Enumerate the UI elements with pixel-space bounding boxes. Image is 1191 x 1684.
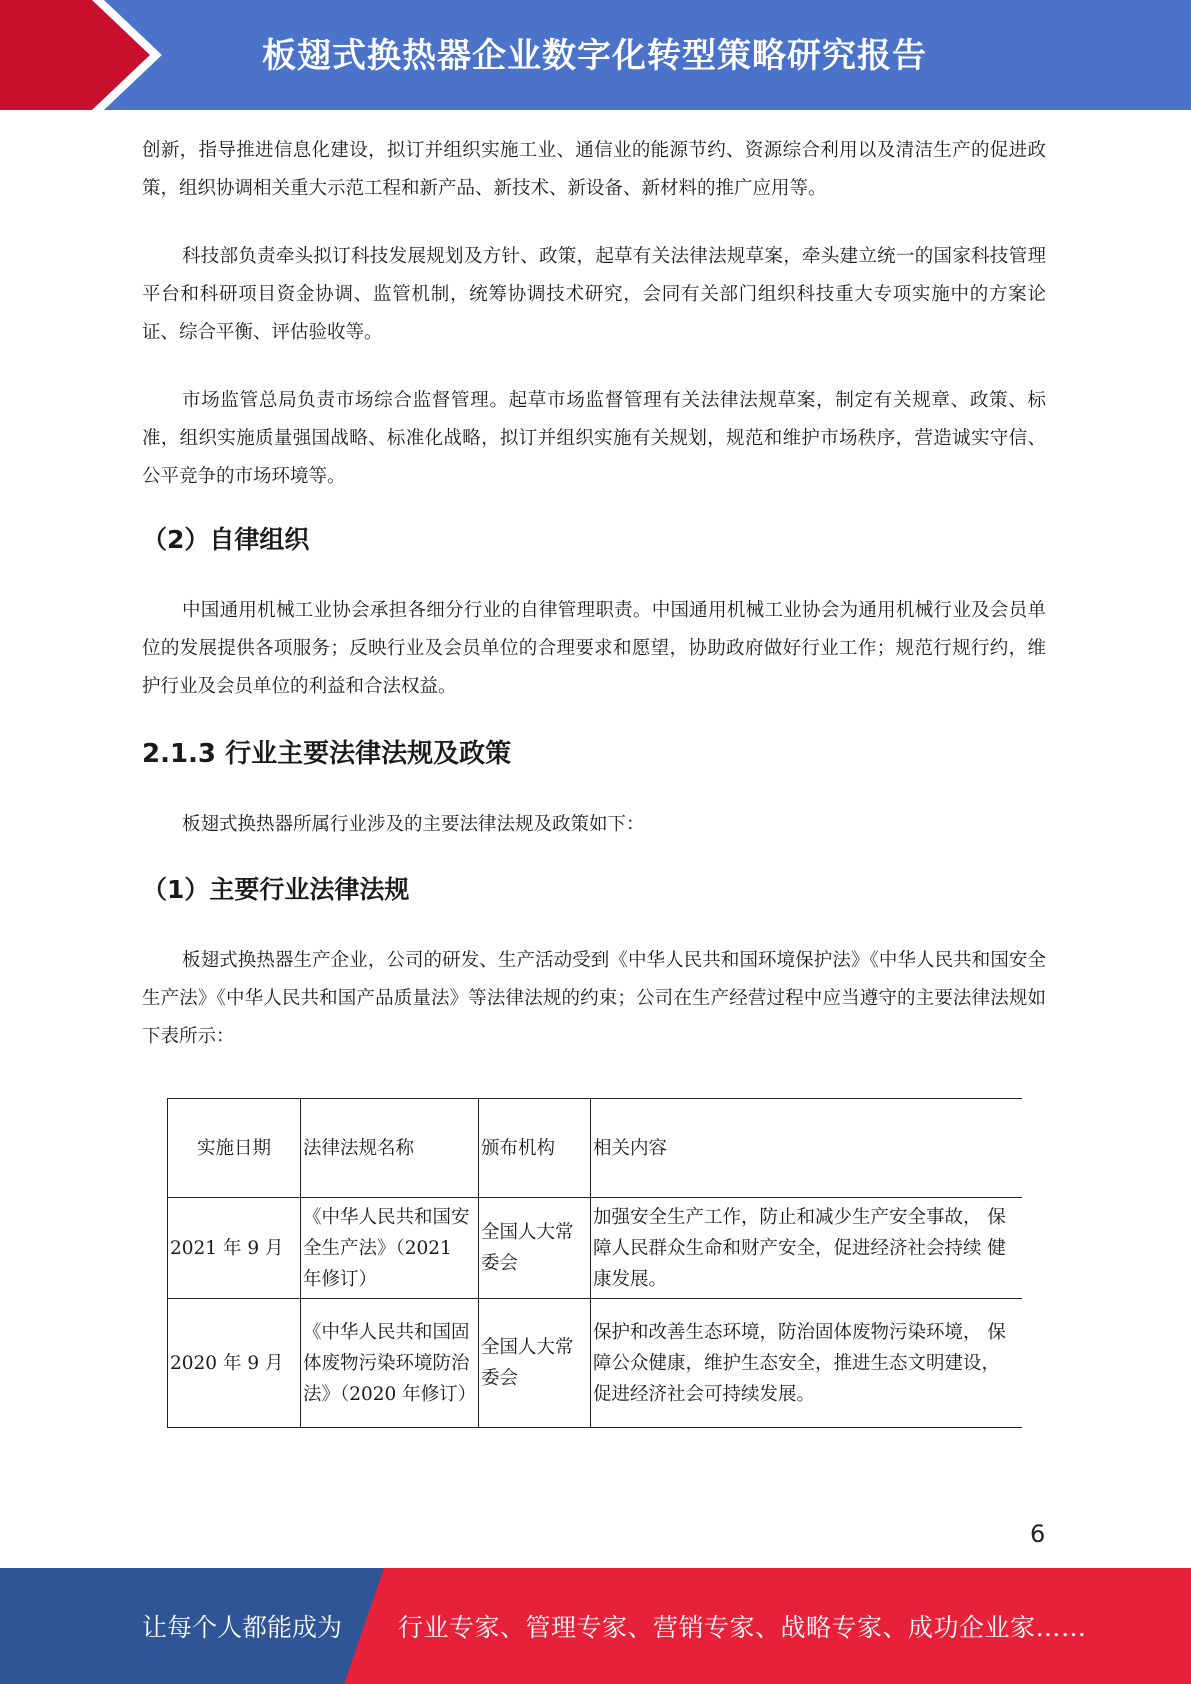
table-header-cell: 实施日期 [168,1099,301,1198]
footer-slogan-right: 行业专家、管理专家、营销专家、战略专家、成功企业家…… [398,1613,1087,1642]
table-cell-issuer: 全国人大常委会 [479,1299,591,1428]
report-header [0,0,1191,110]
heading-main-laws: （1）主要行业法律法规 [142,875,410,904]
table-header-cell: 颁布机构 [479,1099,591,1198]
table-header-row [168,1099,1023,1198]
table-cell-date: 2021 年 9 月 [168,1198,301,1299]
table-header-cell: 法律法规名称 [301,1099,479,1198]
paragraph-samr: 市场监管总局负责市场综合监督管理。起草市场监督管理有关法律法规草案，制定有关规章、政策、标准，组织实施质量强国战略、标准化战略，拟订并组织实施有关规划，规范和维护市场秩序，营造诚实守信、公平竞争的市场环境等。 [142,390,1046,487]
page-number: 6 [1030,1520,1046,1548]
heading-self-regulation: （2）自律组织 [142,525,310,554]
report-title: 板翅式换热器企业数字化转型策略研究报告 [262,36,927,76]
table-row [168,1198,1023,1299]
page-body [142,132,1046,1056]
paragraph-association: 中国通用机械工业协会承担各细分行业的自律管理职责。中国通用机械工业协会为通用机械行业及会员单位的发展提供各项服务；反映行业及会员单位的合理要求和愿望，协助政府做好行业工作；规范行规行约，维护行业及会员单位的利益和合法权益。 [142,600,1046,697]
table-cell-name: 《中华人民共和国安全生产法》（2021 年修订） [301,1198,479,1299]
paragraph-laws-constraints: 板翅式换热器生产企业，公司的研发、生产活动受到《中华人民共和国环境保护法》《中华人民共和国安全生产法》《中华人民共和国产品质量法》等法律法规的约束；公司在生产经营过程中应当遵守的主要法律法规如下表所示： [142,950,1046,1047]
heading-section-2-1-3: 2.1.3 行业主要法律法规及政策 [142,739,512,769]
table-cell-content: 加强安全生产工作，防止和减少生产安全事故， 保障人民群众生命和财产安全，促进经济社会持续 健康发展。 [591,1198,1023,1299]
footer-slogan-left: 让每个人都能成为 [142,1613,343,1642]
table-header-cell: 相关内容 [591,1099,1023,1198]
paragraph-intro-laws: 板翅式换热器所属行业涉及的主要法律法规及政策如下： [182,814,645,835]
laws-table [167,1098,1022,1438]
table-cell-date: 2020 年 9 月 [168,1299,301,1428]
paragraph-miit: 创新，指导推进信息化建设，拟订并组织实施工业、通信业的能源节约、资源综合利用以及清洁生产的促进政策，组织协调相关重大示范工程和新产品、新技术、新设备、新材料的推广应用等。 [142,140,1046,199]
table-cell-name: 《中华人民共和国固体废物污染环境防治法》（2020 年修订） [301,1299,479,1428]
report-footer [0,1568,1191,1684]
paragraph-most: 科技部负责牵头拟订科技发展规划及方针、政策，起草有关法律法规草案，牵头建立统一的国家科技管理平台和科研项目资金协调、监管机制，统筹协调技术研究，会同有关部门组织科技重大专项实施中的方案论证、综合平衡、评估验收等。 [142,246,1046,343]
table-cell-issuer: 全国人大常委会 [479,1198,591,1299]
table-row [168,1299,1023,1428]
table-cell-content: 保护和改善生态环境，防治固体废物污染环境， 保障公众健康，维护生态安全，推进生态文明建设， 促进经济社会可持续发展。 [591,1299,1023,1428]
